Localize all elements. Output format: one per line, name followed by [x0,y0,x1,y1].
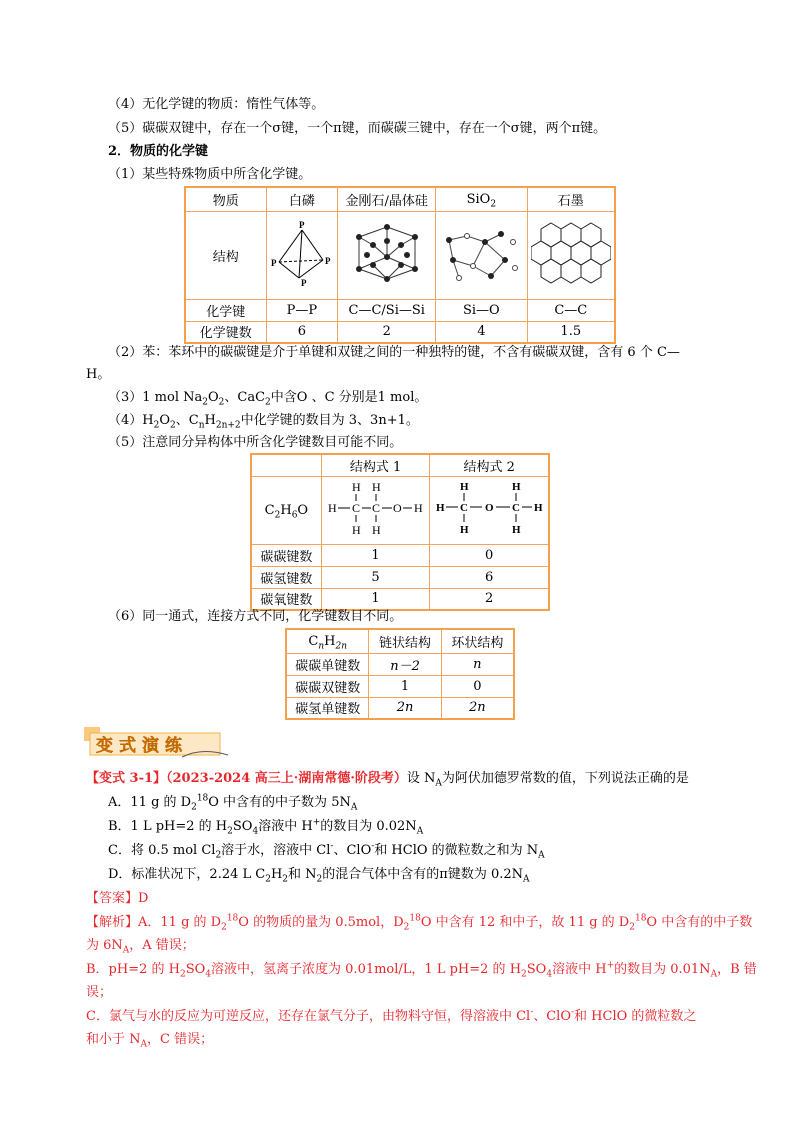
svg-text:C: C [371,501,380,515]
analysis-line-3: B．pH=2 的 $H_2SO_4$溶液中，氢离子浓度为 0.01mol/L，1 L pH=2 的 $H_2SO_4$溶液中 H+的数目为 $0.01N_A$，B 错 [86,960,757,980]
table-cell: 碳氧键数 [251,588,321,610]
svg-text:H: H [460,481,469,493]
table-header: 白磷 [266,187,338,211]
table-cell: 碳氢单键数 [286,697,369,719]
table-header: 结构式 2 [430,454,549,476]
analysis-line-4: 误； [86,985,113,1000]
question-stem: 【变式 3-1】（2023-2024 高三上·湖南常德·阶段考）设 $N_A$为阿伏加德罗常数的值，下列说法正确的是 [86,771,689,789]
svg-text:C: C [512,502,521,514]
list-item-5: （5）碳碳双键中，存在一个σ键，一个π键，而碳碳三键中，存在一个σ键，两个π键。 [108,121,607,136]
para-2-line-2: H。 [86,367,111,382]
diamond-lattice-diagram [345,217,429,289]
graphite-structure [527,211,615,299]
table-header: 链状结构 [369,629,441,653]
answer-label: 【答案】D [86,891,149,906]
table-cell: 2n [441,697,514,719]
table-header: 石墨 [527,187,615,211]
analysis-line-2: 为 $6N_A$，A 错误； [86,938,195,956]
dimethyl-ether-structure [430,476,549,544]
analysis-line-6: 和小于 $N_A$，C 错误； [86,1032,214,1050]
svg-text:C: C [460,502,469,514]
table-cell: 碳氢键数 [251,566,321,588]
table-cell: 1 [369,675,441,697]
sio2-structure [436,211,527,299]
table-cell: 碳碳单键数 [286,653,369,675]
para-6: （6）同一通式，连接方式不同，化学键数目不同。 [108,609,403,624]
svg-text:H: H [512,524,521,536]
practice-banner [82,725,232,761]
svg-text:H: H [327,501,337,515]
table-cell: 化学键 [185,299,266,321]
svg-text:P: P [300,278,307,286]
table-cell: C—C/Si—Si [338,299,436,321]
svg-text:P: P [324,256,331,266]
table-cell: 化学键数 [185,321,266,343]
table-cell: 0 [441,675,514,697]
list-item-4: （4）无化学键的物质：惰性气体等。 [108,97,325,112]
svg-text:H: H [351,523,361,537]
table-cell: 2 [430,588,549,610]
formula-bond-table [285,628,515,720]
ethanol-structure [321,476,430,544]
table-cell: Si—O [436,299,527,321]
para-2-line-1: （2）苯：苯环中的碳碳键是介于单键和双键之间的一种独特的键，不含有碳碳双键，含有 6 个 C— [108,345,680,360]
sio2-diagram [439,220,523,286]
svg-text:P: P [270,258,277,268]
white-phosphorus-diagram [269,220,335,286]
banner-graphic [82,725,232,761]
table-cell: n－2 [369,653,441,675]
para-4: $(4)H_2O_2$、$C_nH_{2n+2}$中化学键的数目为 3、3n+1。 [108,413,419,431]
table-cell: 0 [430,544,549,566]
ethanol-diagram [326,478,426,538]
option-d: D．标准状况下，2.24 L $C_2H_2$和 $N_2$的混合气体中含有的π键数为 $0.2N_A$ [108,867,530,885]
table-cell: n [441,653,514,675]
table-cell: 4 [436,321,527,343]
svg-text:变式演练: 变式演练 [96,736,188,756]
table-cell: 碳碳双键数 [286,675,369,697]
table-cell: 结构 [185,211,266,299]
table-cell: 1 [321,544,430,566]
table-header: 环状结构 [441,629,514,653]
table-cell: 1.5 [527,321,615,343]
dimethyl-ether-diagram [434,478,544,538]
table-header: 金刚石/晶体硅 [338,187,436,211]
table-header: SiO$_2$ [436,187,527,211]
table-cell-empty [251,454,321,476]
table-cell: 6 [430,566,549,588]
svg-text:O: O [485,502,494,514]
table-header: 结构式 1 [321,454,430,476]
table-cell: 碳碳键数 [251,544,321,566]
section-heading: 2．物质的化学键 [108,144,209,159]
svg-text:H: H [436,502,445,514]
svg-text:H: H [413,501,423,515]
isomer-table [250,453,550,611]
table-cell: 2n [369,697,441,719]
option-a: A．11 g 的 $D_2^{18}O$ 中含有的中子数为 $5N_A$ [108,793,358,813]
formula-cell: $C_2H_6O$ [251,476,321,544]
special-bonds-table [184,186,616,344]
analysis-line-1: 【解析】A．11 g 的 $D_2^{18}O$ 的物质的量为 0.5mol，$D_2^{18}O$ 中含有 12 和中子，故 11 g 的 $D_2^{18}O$ 中含有的中子数 [86,913,753,933]
table-header: 物质 [185,187,266,211]
table-cell: C—C [527,299,615,321]
svg-text:O: O [392,501,402,515]
svg-text:P: P [298,220,305,230]
svg-text:H: H [371,523,381,537]
table-cell: 2 [338,321,436,343]
analysis-line-5: C．氯气与水的反应为可逆反应，还存在氯气分子，由物料守恒，得溶液中 Cl-、ClO-和 HClO 的微粒数之 [86,1007,697,1024]
table-cell: 1 [321,588,430,610]
svg-text:H: H [512,481,521,493]
svg-text:H: H [460,524,469,536]
section-sub-1: （1）某些特殊物质中所含化学键。 [108,167,312,182]
table-cell: P—P [266,299,338,321]
white-phosphorus-structure [266,211,338,299]
diamond-structure [338,211,436,299]
option-b: B．1 L pH=2 的 $H_2SO_4$溶液中 H+的数目为 $0.02N_A$ [108,817,424,837]
svg-text:H: H [371,480,381,494]
table-cell: 6 [266,321,338,343]
option-c: C．将 0.5 mol $Cl_2$溶于水，溶液中 Cl-、ClO-和 HClO 的微粒数之和为 $N_A$ [108,841,545,861]
table-header: $C_nH_{2n}$ [286,629,369,653]
svg-text:H: H [351,480,361,494]
svg-text:H: H [534,502,543,514]
graphite-diagram [531,217,611,289]
para-3: （3）1 mol $Na_2O_2$、CaC$_2$中含O 、C 分别是1 mol。 [108,390,428,408]
svg-text:C: C [351,501,360,515]
table-cell: 5 [321,566,430,588]
para-5: （5）注意同分异构体中所含化学键数目可能不同。 [108,435,403,450]
